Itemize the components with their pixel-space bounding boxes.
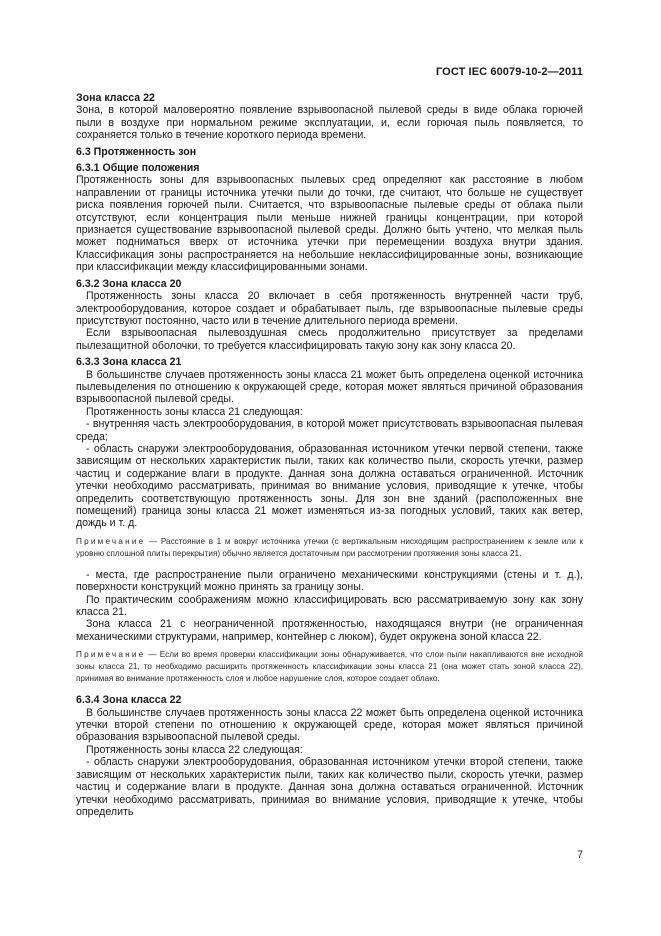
section-6-3-3-para-2: Протяженность зоны класса 21 следующая: [86,405,303,418]
section-6-3-3-list-item-3: - места, где распространение пыли ограничено механическими конструкциями (стены и т. д.), поверхности конструкций можно принять за границу зоны. [76,568,583,594]
zone-22-title: Зона класса 22 [76,92,155,104]
section-6-3-1-title: 6.3.1 Общие положения [76,162,200,175]
section-6-3-3-para-4: Зона класса 21 с неограниченной протяженностью, находящаяся внутри (не ограниченная механическими структурами, например, контейнер с люком), будет окружена зоной класса 22. [76,618,583,643]
note-1-label: Примечание [76,536,146,546]
note-1 [76,536,583,560]
section-6-3-3-para-1: В большинстве случаев протяженность зоны класса 21 может быть определена оценкой источника пылевыделения по отношению к окружающей среде, которая может являться причиной образования взрывоопасной пылевой среды. [76,368,583,406]
section-6-3-2-para-2: Если взрывоопасная пылевоздушная смесь продолжительно присутствует за пределами пылезащитной оболочки, то требуется классифицировать такую зону как зону класса 20. [76,327,583,352]
section-6-3-3-list-item-1: - внутренняя часть электрооборудования, в которой может присутствовать взрывоопасная пылевая среда; [76,418,583,443]
section-6-3-3-title: 6.3.3 Зона класса 21 [76,356,182,369]
document-id: ГОСТ IEC 60079-10-2—2011 [435,66,583,78]
section-6-3-2-para-1: Протяженность зоны класса 20 включает в себя протяженность внутренней части труб, электрооборудования, которое создает и обрабатывает пыль, где взрывоопасные пылевые среды присутствуют постоянно, часто или в течение длительного периода времени. [76,290,583,327]
note-2-label: Примечание [76,650,146,660]
section-6-3-4-title: 6.3.4 Зона класса 22 [76,694,182,707]
section-6-3-3-para-3: По практическим соображениям можно классифицировать всю рассматриваемую зону как зону класса 21. [76,593,583,619]
section-6-3-4-para-1: В большинстве случаев протяженность зоны класса 22 может быть определена оценкой источника утечки второй степени по отношению к окружающей среде, которая может являться причиной образования взрывоопасной пылевой среды. [76,706,583,744]
zone-22-definition: Зона, в которой маловероятно появление взрывоопасной пылевой среды в виде облака горючей пыли в воздухе при нормальном режиме эксплуатации, и, если горючая пыль появляется, то сохраняется только в течение короткого периода времени. [76,104,583,142]
section-6-3-4-para-2: Протяженность зоны класса 22 следующая: [86,743,303,756]
section-6-3-2-title: 6.3.2 Зона класса 20 [76,277,182,290]
note-2-text: — Если во время проверки классификации зоны обнаруживается, что слои пыли накапливаются вне исходной зоны класса 21, то необходимо расширить протяженность классификации зоны класса 21 (она может стать зоной класса 22), принимая во внимание протяженность слоя и любое нарушение слоя, которое создает облако. [76,650,583,684]
section-6-3-title: 6.3 Протяженность зон [76,145,197,158]
section-6-3-3-list-item-2: - область снаружи электрооборудования, образованная источником утечки первой степени, также зависящим от нескольких характеристик пыли, таких как количество пыли, скорость утечки, размер частиц и содержание влаги в продукте. Данная зона должна оставаться ограниченной. Источник утечки необходимо рассматривать, принимая во внимание условия, приводящие к утечке, чтобы определить соответствующую протяженность зоны. Для зон вне зданий (расположенных вне помещений) граница зоны класса 21 может изменяться из-за погодных условий, таких как ветер, дождь и т. д. [76,442,583,530]
document-body [76,92,583,818]
section-6-3-1-text: Протяженность зоны для взрывоопасных пылевых сред определяют как расстояние в любом направлении от границы источника утечки пыли до точки, где считают, что больше не существует риска появления горючей пыли. Считается, что взрывоопасные пылевые среды от облака пыли отсутствуют, если концентрация пыли меньше нижней границы концентрации, при которой признается существование взрывоопасной пылевой среды. Должно быть учтено, что мелкая пыль может подниматься вверх от источника утечки при перемещении воздуха внутри здания. Классификация зоны распространяется на небольшие неклассифицированные зоны, возникающие при классификации между классифицированными зонами. [76,174,583,274]
note-2 [76,649,583,685]
section-6-3-4-list-item-1: - область снаружи электрооборудования, образованная источником утечки второй степени, также зависящим от нескольких характеристик пыли, таких как количество пыли, скорость утечки, размер частиц и содержание влаги в продукте. Данная зона должна оставаться ограниченной. Источник утечки необходимо рассматривать, принимая во внимание условия, приводящие к утечке, чтобы определить [76,756,583,818]
page-number: 7 [577,849,583,861]
note-1-text: — Расстояние в 1 м вокруг источника утечки (с вертикальным нисходящим распространением к земле или к уровню сплошной плиты перекрытия) обычно является достаточным при рассмотрении протяжения зоны класса 21. [76,536,583,558]
document-page [76,0,583,936]
